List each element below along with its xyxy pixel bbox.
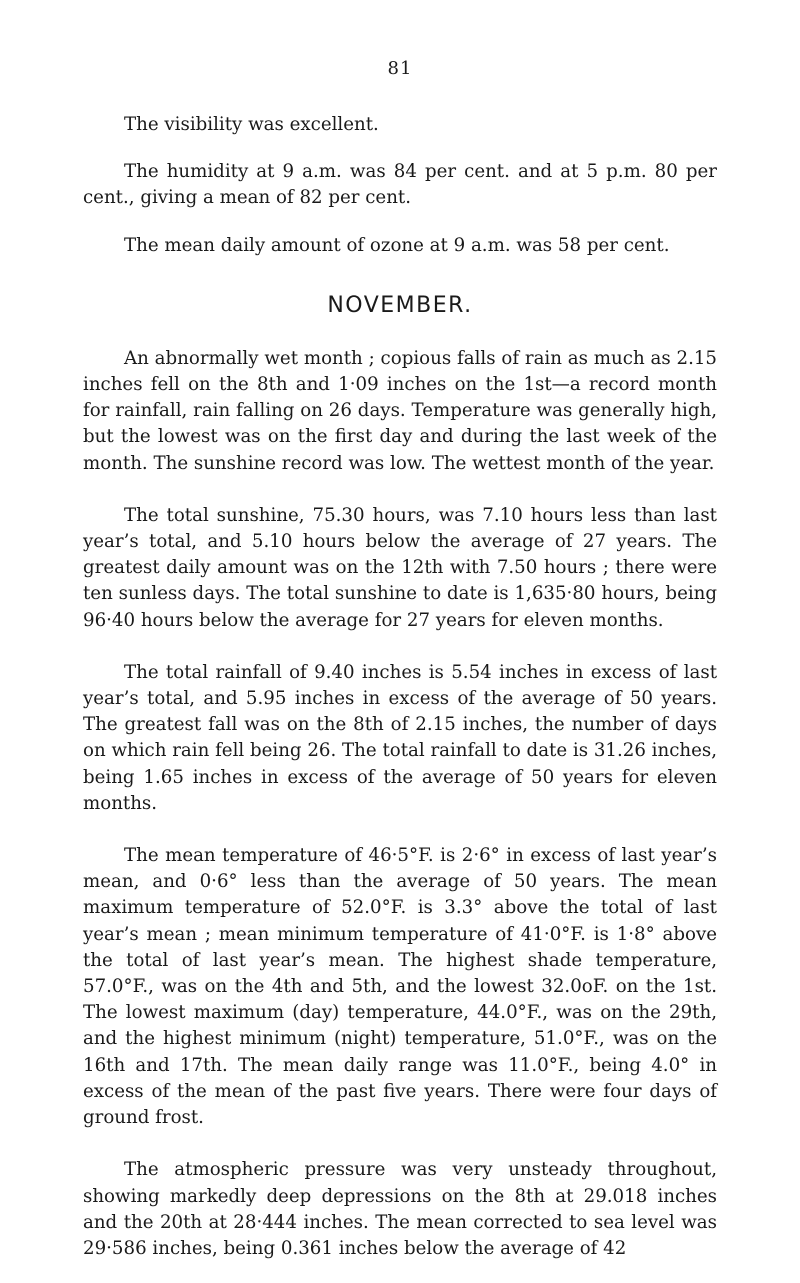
paragraph-ozone: The mean daily amount of ozone at 9 a.m. was 58 per cent. xyxy=(124,234,670,256)
paragraph-humidity: The humidity at 9 a.m. was 84 per cent. and at 5 p.m. 80 per cent., giving a mean of 82 per cent. xyxy=(83,161,717,209)
paragraph-pressure: The atmospheric pressure was very unsteady throughout, showing markedly deep depressions on the 8th at 29.018 inches and the 20th at 28·444 inches. The mean corrected to sea level was 29·586 inches, being 0.361 inches below the average of 42 xyxy=(83,1159,717,1259)
page-number: 81 xyxy=(387,58,413,79)
paragraph-temperature: The mean temperature of 46·5°F. is 2·6° in excess of last year’s mean, and 0·6° less than the average of 50 years. The mean maximum temperature of 52.0°F. is 3.3° above the total of last year’s mean ; mean minimum temperature of 41·0°F. is 1·8° above the total of last year’s mean. The highest shade temperature, 57.0°F., was on the 4th and 5th, and the lowest 32.0oF. on the 1st. The lowest maximum (day) temperature, 44.0°F., was on the 29th, and the highest minimum (night) temperature, 51.0°F., was on the 16th and 17th. The mean daily range was 11.0°F., being 4.0° in excess of the mean of the past five years. There were four days of ground frost. xyxy=(83,845,717,1129)
section-heading: NOVEMBER. xyxy=(327,292,473,318)
paragraph-sunshine: The total sunshine, 75.30 hours, was 7.10 hours less than last year’s total, and 5.10 hours below the average of 27 years. The greatest daily amount was on the 12th with 7.50 hours ; there were ten sunless days. The total sunshine to date is 1,635·80 hours, being 96·40 hours below the average for 27 years for eleven months. xyxy=(83,504,717,631)
paragraph-rainfall: The total rainfall of 9.40 inches is 5.54 inches in excess of last year’s total, and 5.95 inches in excess of the average of 50 years. The greatest fall was on the 8th of 2.15 inches, the number of days on which rain fell being 26. The total rainfall to date is 31.26 inches, being 1.65 inches in excess of the average of 50 years for eleven months. xyxy=(83,661,717,814)
paragraph-summary: An abnormally wet month ; copious falls of rain as much as 2.15 inches fell on the 8th and 1·09 inches on the 1st—a record month for rainfall, rain falling on 26 days. Temperature was generally high, but the lowest was on the first day and during the last week of the month. The sunshine record was low. The wettest month of the year. xyxy=(83,347,717,474)
text-column xyxy=(83,112,717,1262)
paragraph-visibility: The visibility was excellent. xyxy=(124,114,379,135)
